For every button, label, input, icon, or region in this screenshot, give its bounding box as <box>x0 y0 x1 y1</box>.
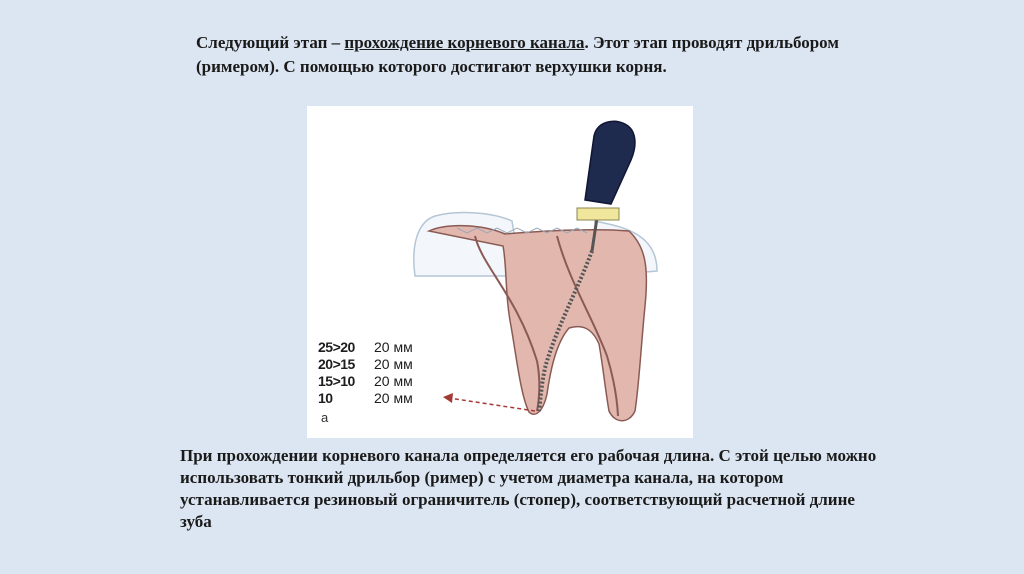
legend-code: 10 <box>318 390 333 406</box>
top-paragraph-underlined: прохождение корневого канала <box>344 33 585 52</box>
arrow-head-icon <box>443 393 453 403</box>
bottom-paragraph: При прохождении корневого канала определяется его рабочая длина. С этой целью можно использовать тонкий дрильбор (ример) с учетом диаметра канала, на котором устанавливается резиновый ограничитель (стопер), соответствующий расчетной длине зуба <box>180 446 877 531</box>
legend-value: 20 мм <box>374 373 413 389</box>
tooth-figure <box>307 106 693 438</box>
legend-code: 20>15 <box>318 356 355 372</box>
handle-icon <box>585 121 635 204</box>
top-paragraph-end: . Этот этап проводят дрильбором (римером). С помощью которого достигают верхушки корня. <box>196 33 839 76</box>
legend-value: 20 мм <box>374 356 413 372</box>
legend-row <box>318 390 434 407</box>
legend-value: 20 мм <box>374 390 413 406</box>
legend-row <box>318 373 434 390</box>
top-paragraph-start: Следующий этап – <box>196 33 345 52</box>
length-legend <box>318 339 434 407</box>
legend-row <box>318 339 434 356</box>
legend-value: 20 мм <box>374 339 413 355</box>
legend-code: 15>10 <box>318 373 355 389</box>
legend-row <box>318 356 434 373</box>
stopper-icon <box>577 208 619 220</box>
legend-code: 25>20 <box>318 339 355 355</box>
top-paragraph <box>196 31 896 79</box>
dashed-arrow <box>449 398 535 411</box>
figure-letter: а <box>321 410 329 425</box>
